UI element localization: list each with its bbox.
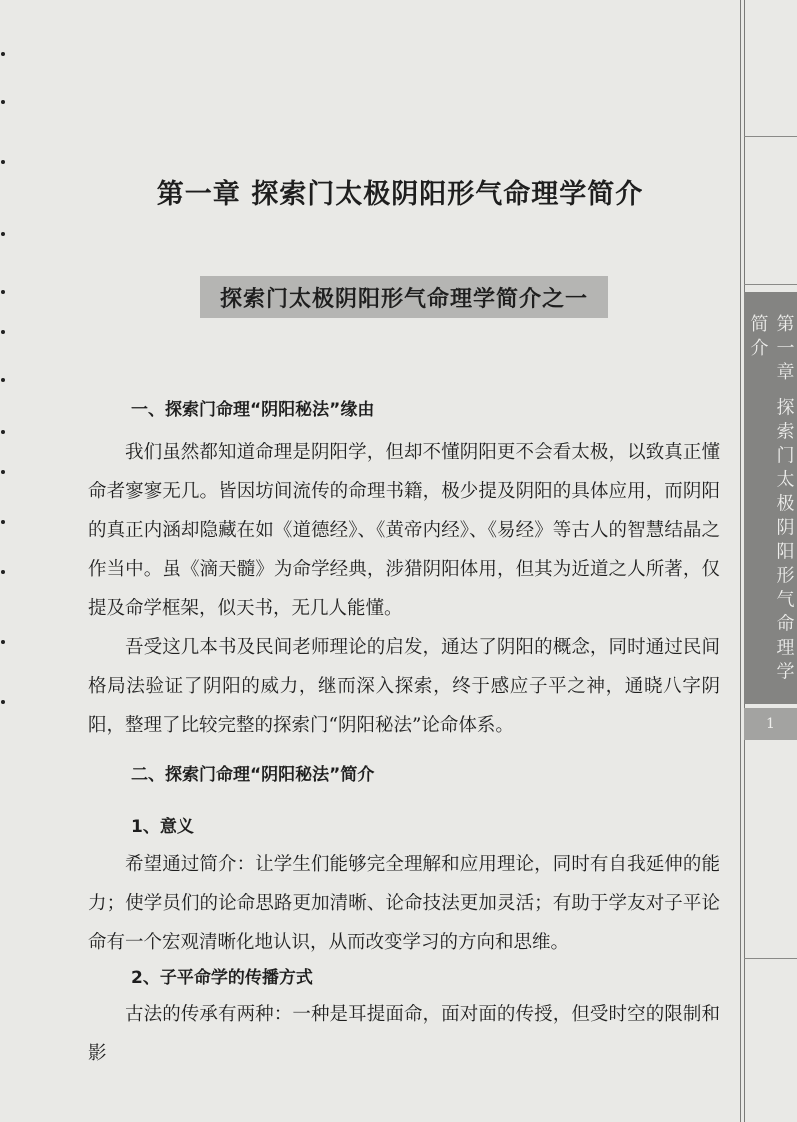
binding-dot xyxy=(1,330,5,334)
edge-divider xyxy=(744,284,797,285)
chapter-side-tab xyxy=(744,292,797,704)
binding-dot xyxy=(1,378,5,382)
chapter-title: 第一章 探索门太极阴阳形气命理学简介 xyxy=(156,179,644,210)
binding-dot xyxy=(1,520,5,524)
heading-intro: 二、探索门命理“阴阳秘法”简介 xyxy=(131,765,375,785)
section-banner: 探索门太极阴阳形气命理学简介之一 xyxy=(200,276,608,318)
binding-dot xyxy=(1,290,5,294)
binding-dot xyxy=(1,700,5,704)
binding-dot xyxy=(1,160,5,164)
heading-transmission: 2、子平命学的传播方式 xyxy=(131,968,313,988)
binding-dot xyxy=(1,100,5,104)
side-tab-label: 第一章 探索门太极阴阳形气命理学简介 xyxy=(747,314,795,686)
heading-meaning: 1、意义 xyxy=(131,817,194,837)
paragraph-2: 吾受这几本书及民间老师理论的启发，通达了阴阳的概念，同时通过民间格局法验证了阴阳的威力，继而深入探索，终于感应子平之神，通晓八字阴阳，整理了比较完整的探索门“阴阳秘法”论命体系。 xyxy=(88,637,720,736)
heading-origin: 一、探索门命理“阴阳秘法”缘由 xyxy=(131,400,375,420)
page-edge-rule xyxy=(740,0,741,1122)
page-number: 1 xyxy=(744,708,797,740)
paragraph-1: 我们虽然都知道命理是阴阳学，但却不懂阴阳更不会看太极，以致真正懂命者寥寥无几。皆因坊间流传的命理书籍，极少提及阴阳的具体应用，而阴阳的真正内涵却隐藏在如《道德经》、《黄帝内经》、《易经》等古人的智慧结晶之作当中。虽《滴天髓》为命学经典，涉猎阴阳体用，但其为近道之人所著，仅提及命学框架，似天书，无几人能懂。 xyxy=(88,442,720,619)
binding-dot xyxy=(1,570,5,574)
binding-dot xyxy=(1,470,5,474)
paragraph-3: 希望通过简介：让学生们能够完全理解和应用理论，同时有自我延伸的能力；使学员们的论命思路更加清晰、论命技法更加灵活；有助于学友对子平论命有一个宏观清晰化地认识，从而改变学习的方向和思维。 xyxy=(88,854,720,953)
binding-dot xyxy=(1,640,5,644)
paragraph-4: 古法的传承有两种：一种是耳提面命，面对面的传授，但受时空的限制和影 xyxy=(88,1004,720,1064)
binding-dot xyxy=(1,430,5,434)
binding-dot xyxy=(1,52,5,56)
edge-divider xyxy=(744,136,797,137)
edge-divider xyxy=(744,958,797,959)
binding-dot xyxy=(1,232,5,236)
